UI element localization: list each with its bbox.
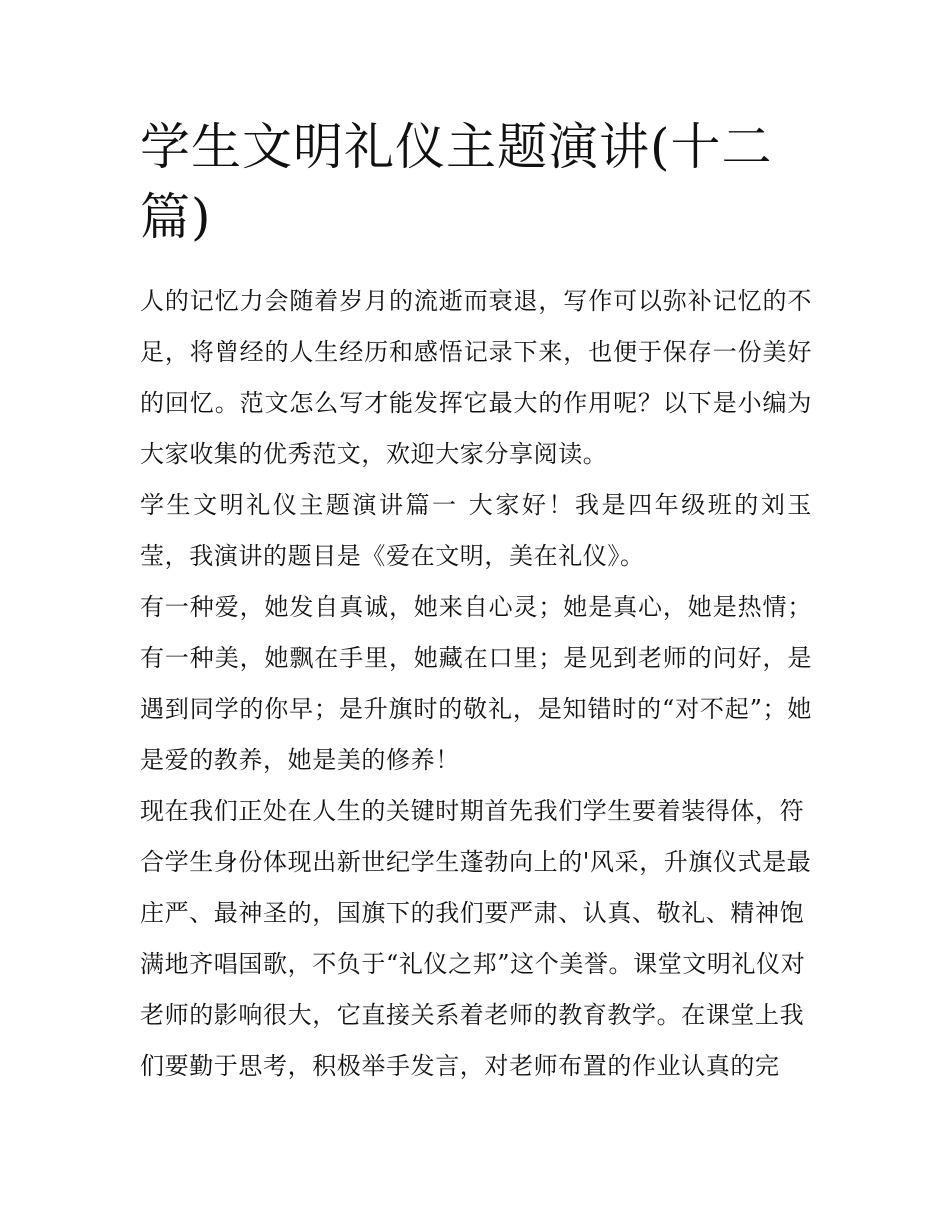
document-body xyxy=(140,276,812,1092)
document-title: 学生文明礼仪主题演讲(十二篇) xyxy=(140,118,773,246)
love-and-beauty-paragraph: 有一种爱，她发自真诚，她来自心灵；她是真心，她是热情；有一种美，她飘在手里，她藏在口里；是见到老师的问好，是遇到同学的你早；是升旗时的敬礼，是知错时的“对不起”；她是爱的教养，她是美的修养！ xyxy=(140,593,812,774)
student-conduct-paragraph: 现在我们正处在人生的关键时期首先我们学生要着装得体，符合学生身份体现出新世纪学生蓬勃向上的'风采，升旗仪式是最庄严、最神圣的，国旗下的我们要严肃、认真、敬礼、精神饱满地齐唱国歌，不负于“礼仪之邦”这个美誉。课堂文明礼仪对老师的影响很大，它直接关系着老师的教育教学。在课堂上我们要勤于思考，积极举手发言，对老师布置的作业认真的完 xyxy=(140,797,812,1080)
intro-paragraph: 人的记忆力会随着岁月的流逝而衰退，写作可以弥补记忆的不足，将曾经的人生经历和感悟记录下来，也便于保存一份美好的回忆。范文怎么写才能发挥它最大的作用呢？以下是小编为大家收集的优秀范文，欢迎大家分享阅读。 xyxy=(140,287,812,468)
speech-opening-paragraph: 学生文明礼仪主题演讲篇一 大家好！我是四年级班的刘玉莹，我演讲的题目是《爱在文明，美在礼仪》。 xyxy=(140,491,812,570)
